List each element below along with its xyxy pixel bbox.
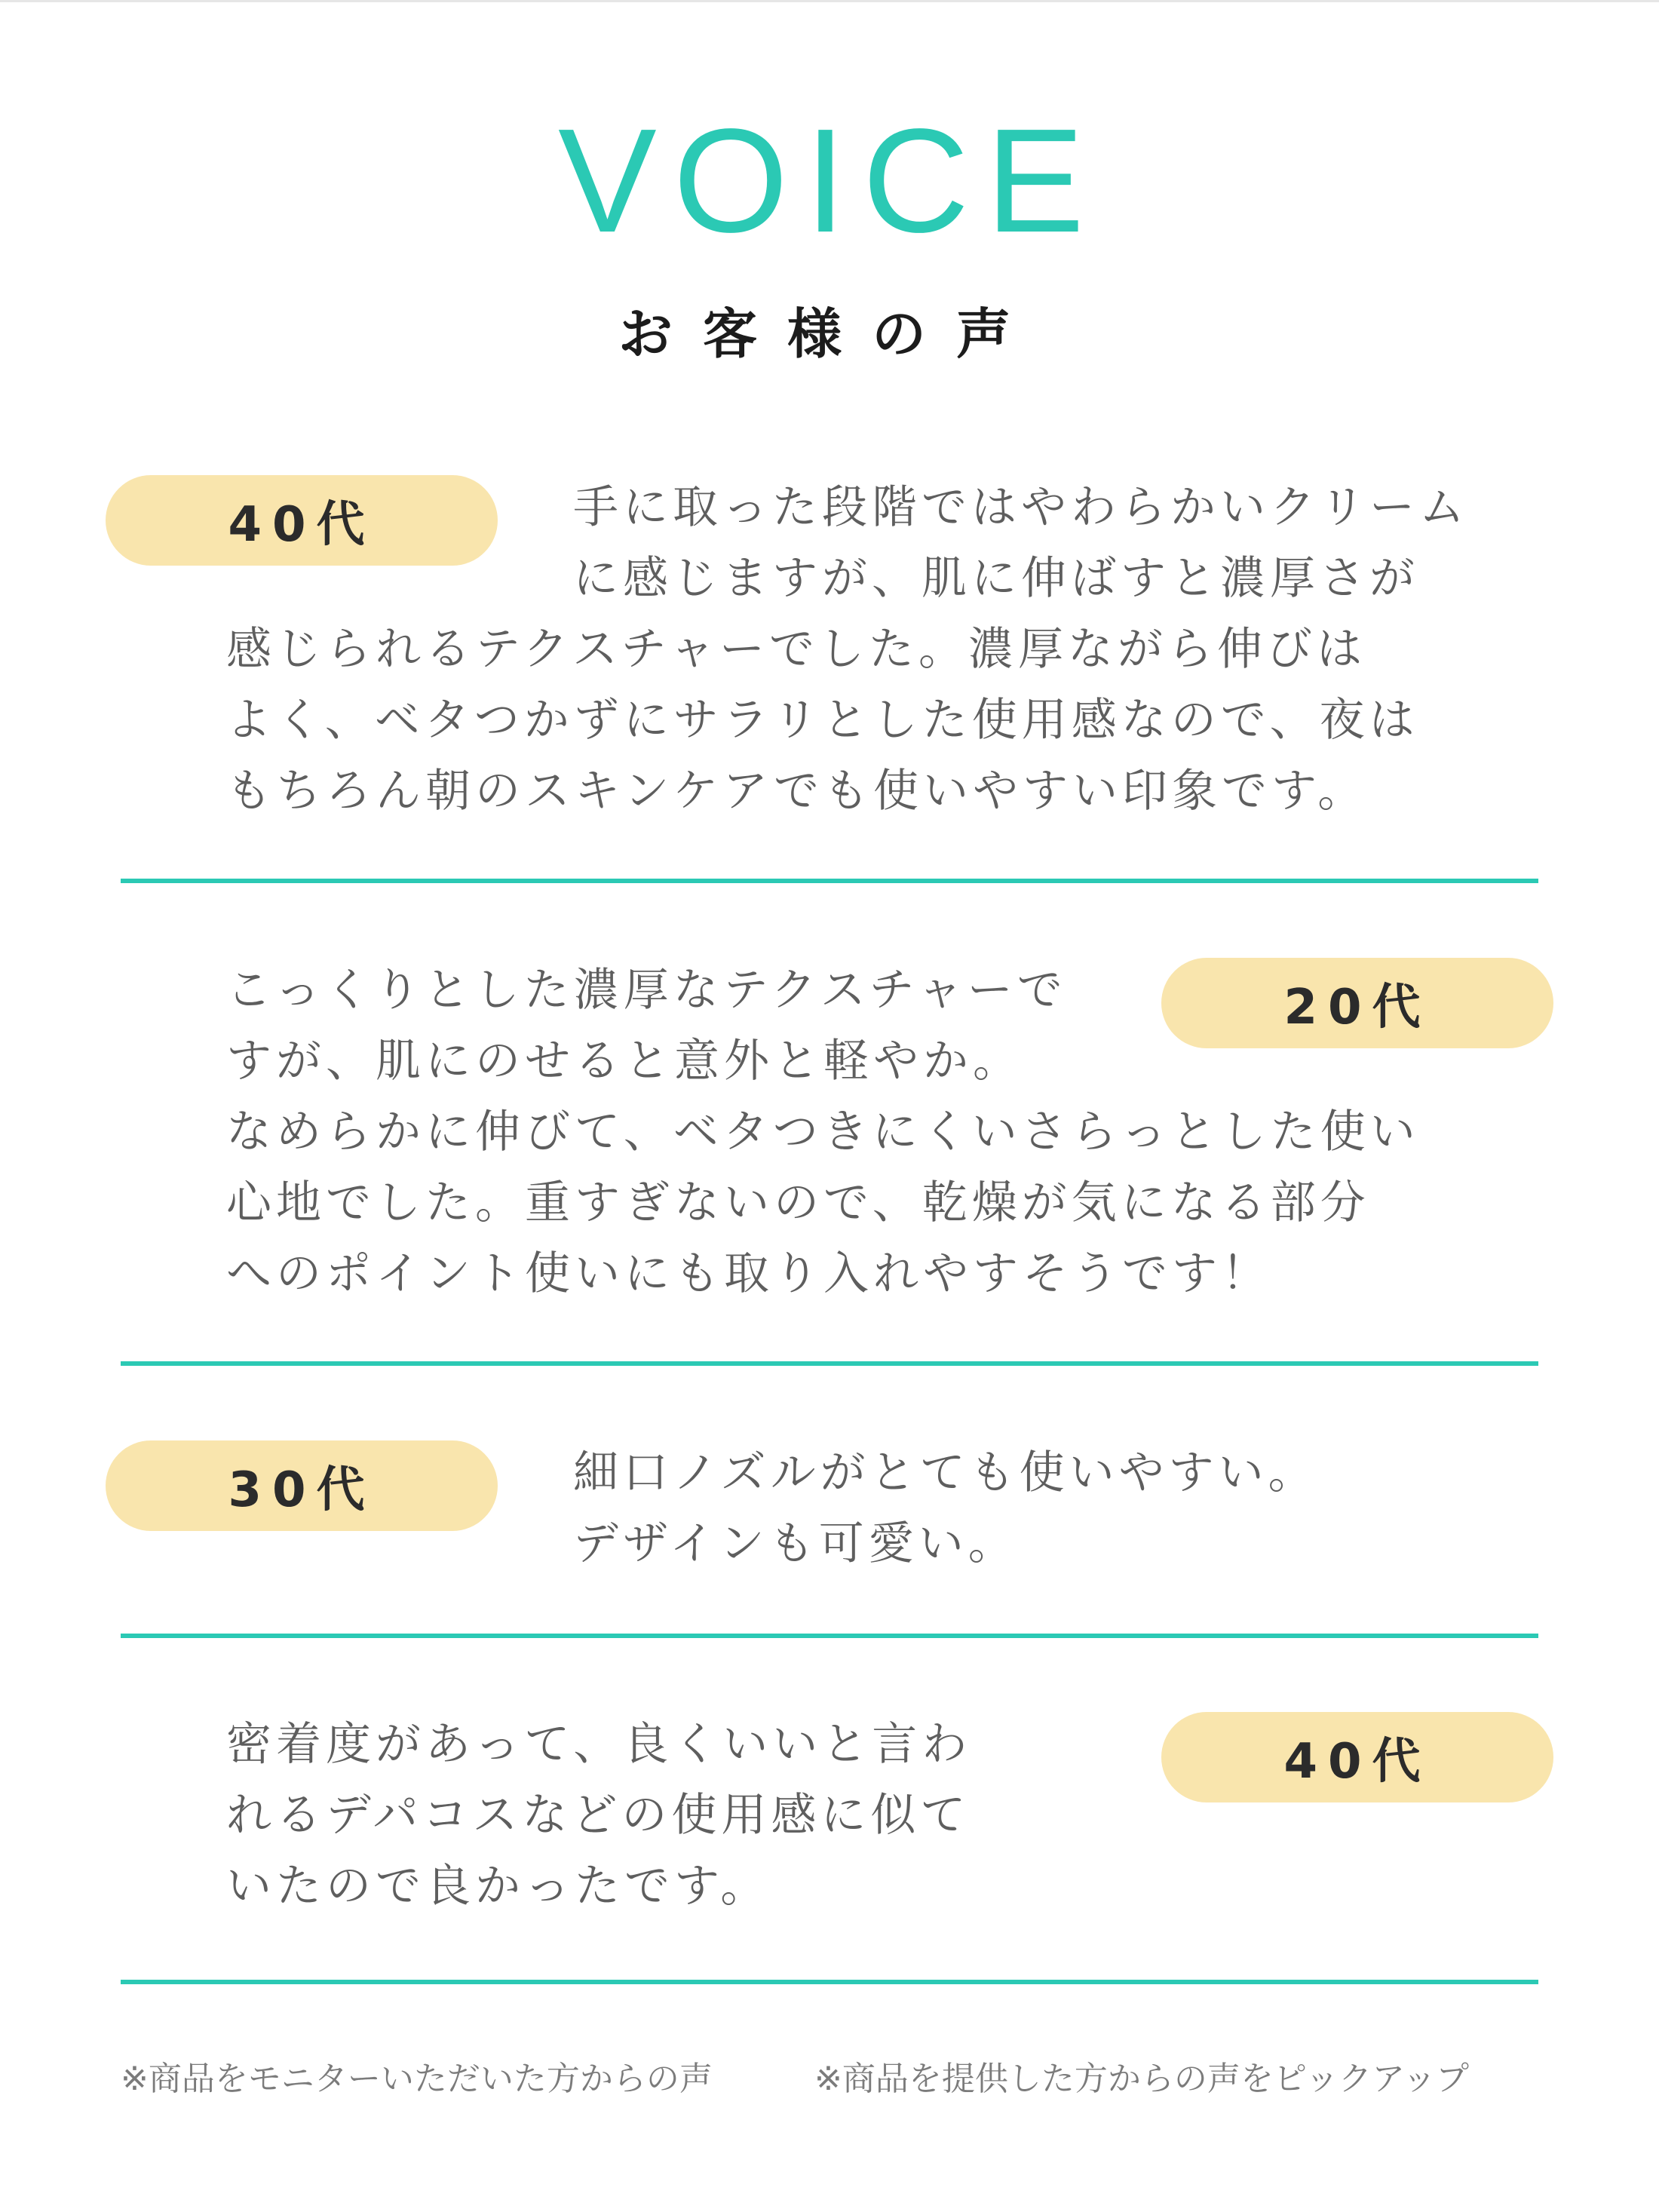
- review-line: もちろん朝のスキンケアでも使いやすい印象です。: [226, 765, 1368, 818]
- age-badge: 30代: [106, 1440, 498, 1531]
- review-line: 手に取った段階ではやわらかいクリーム: [573, 481, 1469, 534]
- review-line: 感じられるテクスチャーでした。濃厚ながら伸びは: [226, 623, 1366, 676]
- review-line: なめらかに伸びて、ベタつきにくいさらっとした使い: [226, 1106, 1420, 1158]
- review-line: いたので良かったです。: [226, 1860, 771, 1913]
- review-line: こっくりとした濃厚なテクスチャーで: [226, 964, 1067, 1017]
- age-badge: 20代: [1161, 958, 1553, 1048]
- page-subtitle: お客様の声: [618, 302, 1041, 366]
- review-line: へのポイント使いにも取り入れやすそうです！: [226, 1247, 1271, 1300]
- review-line: に感じますが、肌に伸ばすと濃厚さが: [573, 552, 1419, 605]
- section-divider: [121, 1980, 1538, 1984]
- footnote-monitor: ※商品をモニターいただいた方からの声: [121, 2060, 713, 2098]
- age-badge: 40代: [106, 475, 498, 566]
- top-border: [0, 0, 1659, 2]
- review-line: 細口ノズルがとても使いやすい。: [573, 1447, 1318, 1499]
- section-divider: [121, 1634, 1538, 1638]
- section-divider: [121, 1361, 1538, 1366]
- age-badge: 40代: [1161, 1712, 1553, 1802]
- review-line: 心地でした。重すぎないので、乾燥が気になる部分: [226, 1177, 1370, 1229]
- section-divider: [121, 879, 1538, 883]
- review-line: れるデパコスなどの使用感に似て: [226, 1789, 971, 1842]
- review-line: すが、肌にのせると意外と軽やか。: [226, 1035, 1023, 1088]
- page-title: VOICE: [558, 98, 1101, 263]
- review-line: デザインも可愛い。: [573, 1517, 1018, 1570]
- review-line: 密着度があって、良くいいと言わ: [226, 1718, 972, 1771]
- footnote-provided: ※商品を提供した方からの声をピックアップ: [814, 2060, 1470, 2098]
- review-line: よく、ベタつかずにサラリとした使用感なので、夜は: [226, 694, 1419, 747]
